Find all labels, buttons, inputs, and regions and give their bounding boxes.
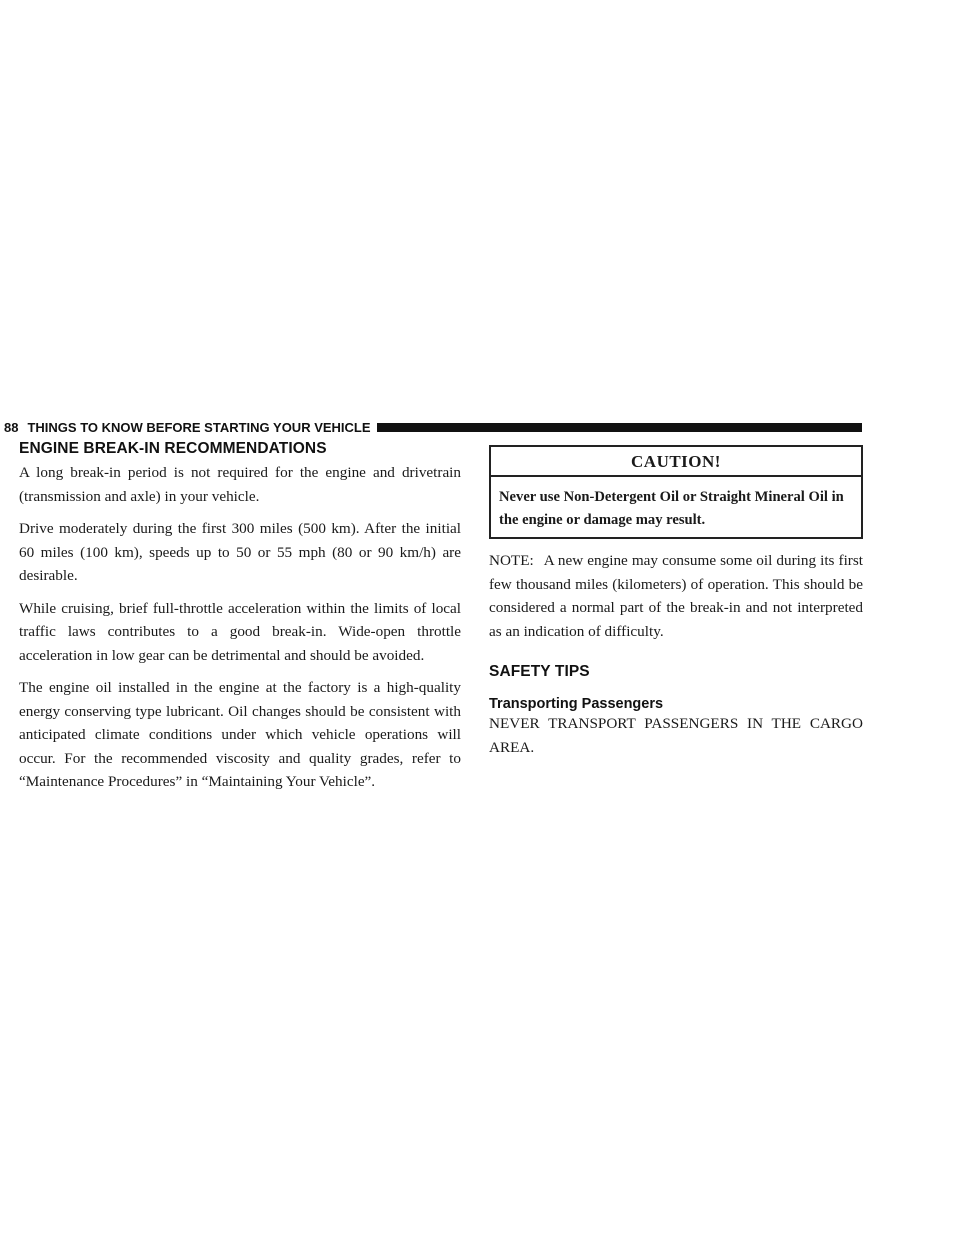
- caution-text: Never use Non-Detergent Oil or Straight Mineral Oil in the engine or damage may result.: [499, 489, 844, 528]
- transporting-passengers-heading: Transporting Passengers: [489, 696, 664, 712]
- paragraph-cruising: While cruising, brief full-throttle acceleration within the limits of local traffic laws contributes to a good break-in. Wide-open throttle acceleration in low gear can be detrimental and should be avoided.: [19, 599, 461, 664]
- passenger-warning-text: NEVER TRANSPORT PASSENGERS IN THE CARGO AREA.: [489, 715, 863, 756]
- paragraph-drive-moderately: Drive moderately during the first 300 miles (500 km). After the initial 60 miles (100 km), speeds up to 50 or 55 mph (80 or 90 km/h) are desirable.: [19, 520, 461, 584]
- caution-box: [489, 445, 863, 539]
- section-title: THINGS TO KNOW BEFORE STARTING YOUR VEHICLE: [27, 419, 371, 435]
- note-paragraph: [489, 549, 863, 643]
- engine-break-in-heading: ENGINE BREAK-IN RECOMMENDATIONS: [19, 440, 327, 457]
- caution-title: CAUTION!: [491, 447, 861, 477]
- left-column: [19, 440, 461, 794]
- right-column: [489, 440, 863, 759]
- page-number: 88: [4, 419, 19, 435]
- paragraph-engine-oil: The engine oil installed in the engine at the factory is a high-quality energy conserving type lubricant. Oil changes should be consistent with anticipated climate conditions under which vehicle operations will occur. For the recommended viscosity and quality grades, refer to “Maintenance Procedures” in “Maintaining Your Vehicle”.: [19, 679, 461, 790]
- note-text: A new engine may consume some oil during its first few thousand miles (kilometers) of operation. This should be considered a normal part of the break-in and not interpreted as an indication of difficulty.: [489, 552, 863, 640]
- header-rule: [377, 423, 862, 432]
- note-label: NOTE:: [489, 552, 534, 569]
- paragraph-break-in-period: A long break-in period is not required for the engine and drivetrain (transmission and axle) in your vehicle.: [19, 464, 461, 505]
- page-header: [0, 418, 862, 436]
- safety-tips-heading: SAFETY TIPS: [489, 663, 590, 680]
